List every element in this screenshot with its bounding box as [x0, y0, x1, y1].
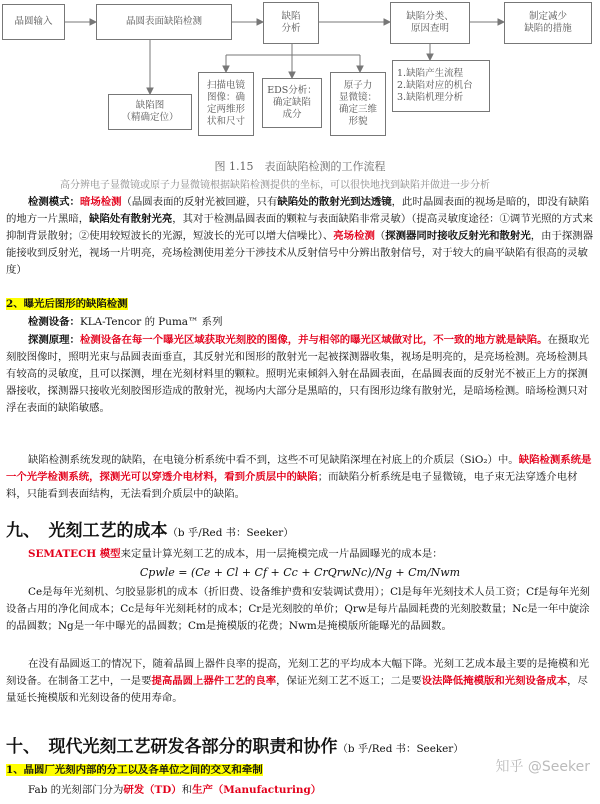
- cost-text-1: 在没有晶圆返工的情况下，随着晶圆上器件良率的提高，光刻工艺的平均成本大幅下降。光刻工艺成本最主要的是掩模和光刻设备。在制备工艺中，一是要: [6, 658, 590, 687]
- figure-note: 高分辨电子显微镜或原子力显微镜根据缺陷检测提供的坐标，可以很快地找到缺陷并做进一步分析: [60, 180, 490, 191]
- figure-caption: 图 1.15 表面缺陷检测的工作流程: [214, 160, 386, 173]
- principle-paragraph: [6, 332, 594, 417]
- flow-box-detect-label: 晶圆表面缺陷检测: [125, 16, 202, 27]
- invisible-defects-text-2: ；而缺陷分析系统是电子显微镜，电子束无法穿透介电材料，只能看到表面结构，无法看到介质层中的缺陷。: [6, 471, 578, 500]
- section-9-source: （b 乎/Red 书：Seeker）: [167, 527, 294, 539]
- fab-text-2: 和: [181, 784, 193, 796]
- cost-definitions: Ce是每年光刻机、匀胶显影机的成本（折旧费、设备维护费和安装调试费用）；Cl是每年光刻技术人员工资；Cf是每年光刻设备占用的净化间成本；Cc是每年光刻耗材的成本；Cr是光刻胶的单价；Qrw是每片晶圆耗费的光刻胶数量；Nc是一年中旋涂的晶圆数；Ng是一年中曝光的晶圆数；Cm是掩模版的花费；Nwm是掩模版所能曝光的晶圆数。: [6, 586, 590, 632]
- flow-box-map: [108, 94, 192, 130]
- equipment-label: 检测设备：: [28, 316, 80, 328]
- principle-text: 在摄取光刻胶图像时，照明光束与晶圆表面垂直，其反射光和图形的散射光一起被探测器收集，视场是明亮的，是亮场检测。亮场检测具有较高的灵敏度，且可以探测，埋在光刻材料里的颗粒。照明光束倾斜入射在晶圆表面，在晶圆表面的反射光不被正上方的探测器接收，探测器只接收光刻胶图形造成的散射光，视场内大部分是黑暗的，只有图形边缘有散射光，是暗场检测。暗场检测只对浮在表面的缺陷敏感。: [6, 334, 590, 414]
- detection-text-4: （: [374, 230, 386, 242]
- sematech-model: SEMATECH 模型: [28, 548, 121, 560]
- flow-box-afm: [330, 72, 386, 136]
- detection-text-2: ，此时晶圆表面的视场是暗的，即没有缺陷的地方一片黑暗，: [6, 196, 590, 225]
- flow-box-plan-label: 制定减少 缺陷的措施: [524, 11, 572, 34]
- flow-box-sem-label: 扫描电镜 图像：确 定两维形 状和尺寸: [206, 80, 245, 127]
- section-2-heading-text: 2、曝光后图形的缺陷检测: [6, 298, 128, 310]
- flow-box-map-label: 缺陷图 （精确定位）: [121, 100, 179, 123]
- flow-box-afm-label: 原子力 显微镜： 确定三维 形貌: [338, 80, 377, 127]
- section-10-title: 十、 现代光刻工艺研发各部分的职责和协作: [6, 737, 338, 757]
- flow-box-analysis: [263, 2, 319, 44]
- brightfield-term: 亮场检测: [333, 230, 375, 242]
- detection-text-3: ，其对于检测晶圆表面的颗粒与表面缺陷非常灵敏）（提高灵敏度途径：①调节光照的方式来抑制背景散射；②使用较短波长的光源，短波长的光可以增大信噪比）、: [6, 213, 594, 242]
- flow-box-classify-label: 缺陷分类、 原因查明: [406, 11, 454, 34]
- detection-bold-3: 探测器同时接收反射光和散射光: [385, 230, 531, 242]
- flow-box-plan: [504, 2, 592, 44]
- equipment-line: [6, 314, 594, 331]
- detection-text-1: （晶圆表面的反射光被回避，只有: [121, 196, 278, 208]
- cost-highlight-1: 提高晶圆上器件工艺的良率: [151, 675, 277, 687]
- flow-box-input: [2, 4, 65, 40]
- sematech-intro: [6, 546, 594, 563]
- cost-text-2: ，保证光刻工艺不返工；二是要: [276, 675, 422, 687]
- section-10-source: （b 乎/Red 书：Seeker）: [337, 743, 464, 755]
- flow-box-analysis-label: 缺陷 分析: [281, 11, 301, 34]
- flow-box-detect: [96, 4, 232, 40]
- cost-paragraph: [6, 656, 594, 707]
- principle-highlight: 检测设备在每一个曝光区域获取光刻胶的图像，并与相邻的曝光区域做对比，不一致的地方就是缺陷。: [79, 334, 548, 346]
- section-10-sub-text: 1、晶圆厂光刻内部的分工以及各单位之间的交叉和牵制: [6, 764, 263, 776]
- fab-td: 研发（TD）: [123, 784, 182, 796]
- cost-formula: Cpwle = (Ce + Cl + Cf + Cc + CrQrwNc)/Ng + Cm/Nwm: [139, 566, 461, 579]
- fab-manufacturing: 生产（Manufacturing）: [192, 784, 322, 796]
- invisible-defects-highlight: 缺陷检测系统是一个光学检测系统，探测光可以穿透介电材料，看到介质层中的缺陷: [6, 454, 592, 483]
- flow-box-causes: [392, 60, 490, 112]
- flow-box-eds-label: EDS分析： 确定缺陷 成分: [267, 85, 317, 120]
- sematech-text: 来定量计算光刻工艺的成本，用一层掩模完成一片晶圆曝光的成本是：: [120, 548, 443, 560]
- watermark: 知乎 @Seeker: [495, 759, 590, 775]
- cost-text-3: ，尽量延长掩模版和光刻设备的使用寿命。: [6, 675, 588, 704]
- fab-text-1: Fab 的光刻部门分为: [28, 784, 124, 796]
- fab-departments: [6, 782, 594, 799]
- detection-mode-label: 检测模式：: [28, 196, 80, 208]
- section-9-title: 九、 光刻工艺的成本: [6, 521, 168, 541]
- principle-label: 探测原理：: [28, 334, 80, 346]
- darkfield-term: 暗场检测: [79, 196, 122, 208]
- detection-text-5: ，由于探测器能接收到反射光，视场一片明亮，亮场检测使用差分干涉技术从反射信号中分辨出散射信号，对于较大的扁平缺陷有很高的灵敏度）: [6, 230, 594, 276]
- detection-mode-paragraph: [6, 194, 594, 279]
- flow-box-input-label: 晶圆输入: [14, 16, 53, 27]
- cost-highlight-2: 设法降低掩模版和光刻设备成本: [421, 675, 568, 687]
- equipment-value: KLA-Tencor 的 Puma™ 系列: [79, 316, 223, 328]
- detection-bold-1: 缺陷处的散射光到达透镜: [277, 196, 392, 208]
- flow-box-sem: [198, 72, 254, 136]
- section-10-heading: [6, 732, 464, 757]
- detection-bold-2: 缺陷处有散射光亮: [89, 213, 173, 225]
- invisible-defects-paragraph: [6, 452, 594, 503]
- section-2-heading: [6, 296, 594, 313]
- flow-box-causes-label: 1.缺陷产生流程 2.缺陷对应的机台 3.缺陷机理分析: [397, 68, 473, 103]
- flow-box-eds: [262, 78, 322, 128]
- section-9-heading: [6, 516, 294, 541]
- invisible-defects-text-1: 缺陷检测系统发现的缺陷，在电镜分析系统中看不到，这些不可见缺陷深埋在衬底上的介质层（SiO₂）中。: [28, 454, 519, 466]
- flow-box-classify: [390, 2, 470, 44]
